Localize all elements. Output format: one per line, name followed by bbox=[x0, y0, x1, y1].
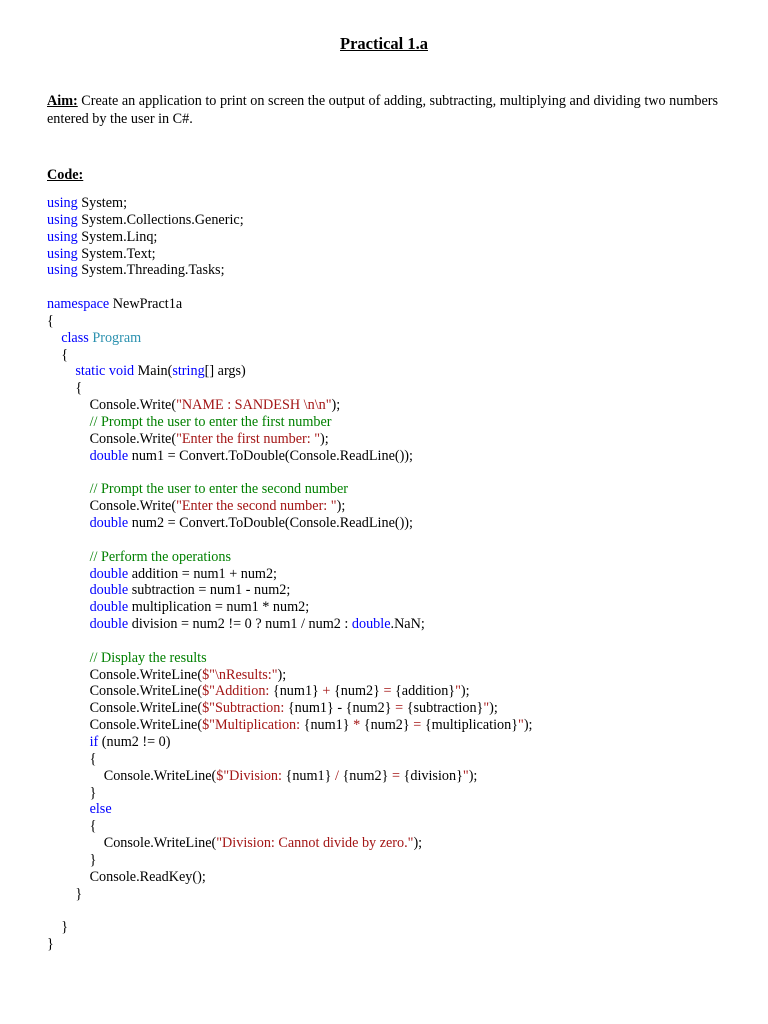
code-keyword: using bbox=[47, 245, 78, 262]
code-line bbox=[47, 279, 747, 296]
code-text: Console.WriteLine( bbox=[47, 835, 217, 852]
code-string: "Division: Cannot divide by zero." bbox=[216, 835, 414, 852]
code-keyword: else bbox=[89, 801, 112, 818]
code-keyword: if bbox=[89, 734, 99, 750]
code-block bbox=[47, 195, 747, 953]
code-string: " bbox=[455, 683, 461, 700]
code-line bbox=[47, 734, 747, 751]
code-text: } bbox=[47, 885, 83, 902]
code-text: {division} bbox=[403, 767, 463, 784]
code-keyword: using bbox=[47, 228, 78, 245]
code-text bbox=[47, 448, 90, 464]
code-text: Console.ReadKey(); bbox=[47, 868, 206, 885]
code-text: {num2} bbox=[342, 767, 389, 784]
code-text: Console.Write( bbox=[47, 397, 177, 414]
code-line bbox=[47, 414, 747, 431]
code-comment: // Prompt the user to enter the second number bbox=[89, 481, 349, 498]
page-title: Practical 1.a bbox=[340, 34, 428, 53]
code-line bbox=[47, 195, 747, 212]
code-line bbox=[47, 616, 747, 633]
code-keyword: double bbox=[89, 582, 129, 599]
code-text: {multiplication} bbox=[424, 717, 519, 734]
code-keyword: using bbox=[47, 195, 78, 211]
code-line bbox=[47, 246, 747, 263]
code-text: {subtraction} bbox=[406, 700, 484, 717]
code-text: Console.Write( bbox=[47, 498, 177, 515]
code-text bbox=[47, 515, 90, 531]
code-line bbox=[47, 599, 747, 616]
code-comment: // Prompt the user to enter the first number bbox=[89, 413, 332, 430]
code-keyword: double bbox=[89, 565, 129, 582]
code-text: } bbox=[47, 784, 97, 801]
code-text: Console.WriteLine( bbox=[47, 717, 203, 734]
code-line bbox=[47, 532, 747, 549]
code-line bbox=[47, 313, 747, 330]
code-text bbox=[47, 734, 90, 750]
code-text: { bbox=[47, 818, 97, 835]
code-text: ); bbox=[320, 430, 329, 447]
code-line bbox=[47, 431, 747, 448]
code-text bbox=[47, 549, 90, 565]
code-text: ); bbox=[468, 767, 478, 784]
code-text: Console.Write( bbox=[47, 430, 177, 447]
code-text bbox=[47, 330, 61, 346]
code-text: {num1} bbox=[285, 767, 332, 784]
code-text: { bbox=[47, 750, 97, 767]
code-text: Main( bbox=[134, 363, 173, 380]
code-text: {num1} - {num2} bbox=[287, 700, 392, 717]
code-line bbox=[47, 683, 747, 700]
code-string: $"Subtraction: bbox=[202, 700, 288, 717]
code-string: "Enter the first number: " bbox=[176, 430, 321, 447]
code-text bbox=[47, 582, 90, 598]
code-text: {num1} bbox=[303, 717, 350, 734]
code-text: num2 = Convert.ToDouble(Console.ReadLine()); bbox=[128, 515, 413, 532]
code-string: $"Multiplication: bbox=[202, 717, 304, 734]
code-string: = bbox=[391, 700, 407, 717]
code-comment: // Display the results bbox=[89, 649, 207, 666]
code-line bbox=[47, 818, 747, 835]
code-string: $"\nResults:" bbox=[202, 666, 278, 683]
code-text bbox=[47, 616, 90, 632]
code-text: ); bbox=[331, 397, 341, 414]
code-keyword: double bbox=[89, 447, 129, 464]
code-text bbox=[47, 363, 75, 379]
code-text: subtraction = num1 - num2; bbox=[128, 582, 291, 599]
code-text: Console.WriteLine( bbox=[47, 700, 203, 717]
code-keyword: namespace bbox=[47, 296, 110, 313]
code-text: ); bbox=[277, 666, 287, 683]
code-line bbox=[47, 633, 747, 650]
code-text: ); bbox=[523, 717, 533, 734]
code-line bbox=[47, 448, 747, 465]
code-text: .NaN; bbox=[390, 616, 425, 633]
code-text: } bbox=[47, 851, 97, 868]
code-text: multiplication = num1 * num2; bbox=[128, 599, 310, 616]
code-text bbox=[47, 414, 90, 430]
aim-paragraph bbox=[47, 93, 737, 128]
code-line bbox=[47, 835, 747, 852]
code-keyword: static bbox=[75, 363, 106, 380]
code-string: = bbox=[388, 767, 404, 784]
code-text: division = num2 != 0 ? num1 / num2 : bbox=[128, 616, 352, 633]
code-string: = bbox=[379, 683, 395, 700]
code-text bbox=[47, 481, 90, 497]
code-text: } bbox=[47, 919, 68, 936]
code-heading: Code: bbox=[47, 167, 84, 183]
code-line bbox=[47, 902, 747, 919]
code-line bbox=[47, 667, 747, 684]
code-line bbox=[47, 717, 747, 734]
code-line bbox=[47, 751, 747, 768]
code-string: + bbox=[318, 683, 334, 700]
code-line bbox=[47, 869, 747, 886]
code-text: addition = num1 + num2; bbox=[128, 565, 277, 582]
code-text: {num2} bbox=[363, 717, 410, 734]
code-line bbox=[47, 397, 747, 414]
aim-label: Aim: bbox=[47, 93, 78, 109]
code-line bbox=[47, 650, 747, 667]
code-line bbox=[47, 498, 747, 515]
code-line bbox=[47, 380, 747, 397]
code-line bbox=[47, 481, 747, 498]
code-text: { bbox=[47, 312, 54, 329]
code-line bbox=[47, 347, 747, 364]
code-string: / bbox=[331, 767, 343, 784]
code-text: NewPract1a bbox=[109, 296, 183, 313]
code-string: "Enter the second number: " bbox=[176, 498, 337, 515]
code-line bbox=[47, 566, 747, 583]
code-line bbox=[47, 515, 747, 532]
code-text: {num1} bbox=[272, 683, 319, 700]
code-text: (num2 != 0) bbox=[98, 734, 171, 750]
code-text: System.Threading.Tasks; bbox=[77, 262, 225, 279]
code-keyword: string bbox=[172, 363, 205, 380]
code-text: [] args) bbox=[204, 363, 246, 380]
code-text: } bbox=[47, 936, 54, 953]
code-text: System.Text; bbox=[77, 245, 156, 262]
code-line bbox=[47, 212, 747, 229]
code-text: {addition} bbox=[395, 683, 456, 700]
code-text bbox=[47, 599, 90, 615]
code-text: { bbox=[47, 380, 83, 397]
code-text: ); bbox=[413, 835, 423, 852]
code-text bbox=[47, 566, 90, 582]
code-keyword: double bbox=[89, 616, 129, 633]
code-text: Console.WriteLine( bbox=[47, 666, 203, 683]
aim-text: Create an application to print on screen the output of adding, subtracting, multiplying and dividing two numbers entered by the user in C#. bbox=[47, 93, 719, 127]
code-keyword: double bbox=[89, 599, 129, 616]
code-line bbox=[47, 262, 747, 279]
code-text: num1 = Convert.ToDouble(Console.ReadLine()); bbox=[128, 447, 413, 464]
code-string: * bbox=[349, 717, 364, 734]
code-text: { bbox=[47, 346, 68, 363]
code-line bbox=[47, 936, 747, 953]
code-line bbox=[47, 886, 747, 903]
code-keyword: double bbox=[351, 616, 391, 633]
code-line bbox=[47, 363, 747, 380]
code-line bbox=[47, 919, 747, 936]
code-keyword: void bbox=[108, 363, 135, 380]
code-line bbox=[47, 852, 747, 869]
code-line bbox=[47, 296, 747, 313]
code-text: System.Collections.Generic; bbox=[77, 211, 244, 228]
code-text: Console.WriteLine( bbox=[47, 683, 203, 700]
code-line bbox=[47, 700, 747, 717]
code-text: ); bbox=[460, 683, 470, 700]
code-string: " bbox=[483, 700, 490, 717]
code-line bbox=[47, 582, 747, 599]
code-text: Console.WriteLine( bbox=[47, 767, 217, 784]
code-text bbox=[47, 801, 90, 817]
code-text: {num2} bbox=[333, 683, 380, 700]
code-line bbox=[47, 229, 747, 246]
code-type: Program bbox=[92, 329, 142, 346]
code-string: $"Addition: bbox=[202, 683, 273, 700]
code-line bbox=[47, 465, 747, 482]
code-keyword: using bbox=[47, 262, 78, 279]
code-string: " bbox=[518, 717, 524, 734]
code-text: ); bbox=[489, 700, 498, 717]
code-text: System.Linq; bbox=[77, 228, 158, 245]
code-line bbox=[47, 785, 747, 802]
code-line bbox=[47, 549, 747, 566]
code-keyword: double bbox=[89, 515, 129, 532]
code-line bbox=[47, 801, 747, 818]
code-string: " bbox=[462, 767, 469, 784]
code-string: = bbox=[409, 717, 425, 734]
code-text: System; bbox=[77, 195, 128, 211]
code-line bbox=[47, 330, 747, 347]
code-string: "NAME : SANDESH \n\n" bbox=[176, 397, 332, 414]
code-text: ); bbox=[336, 498, 346, 515]
code-keyword: using bbox=[47, 211, 78, 228]
code-line bbox=[47, 768, 747, 785]
code-keyword: class bbox=[61, 329, 89, 346]
code-comment: // Perform the operations bbox=[89, 548, 232, 565]
code-text bbox=[47, 650, 90, 666]
code-string: $"Division: bbox=[216, 767, 286, 784]
